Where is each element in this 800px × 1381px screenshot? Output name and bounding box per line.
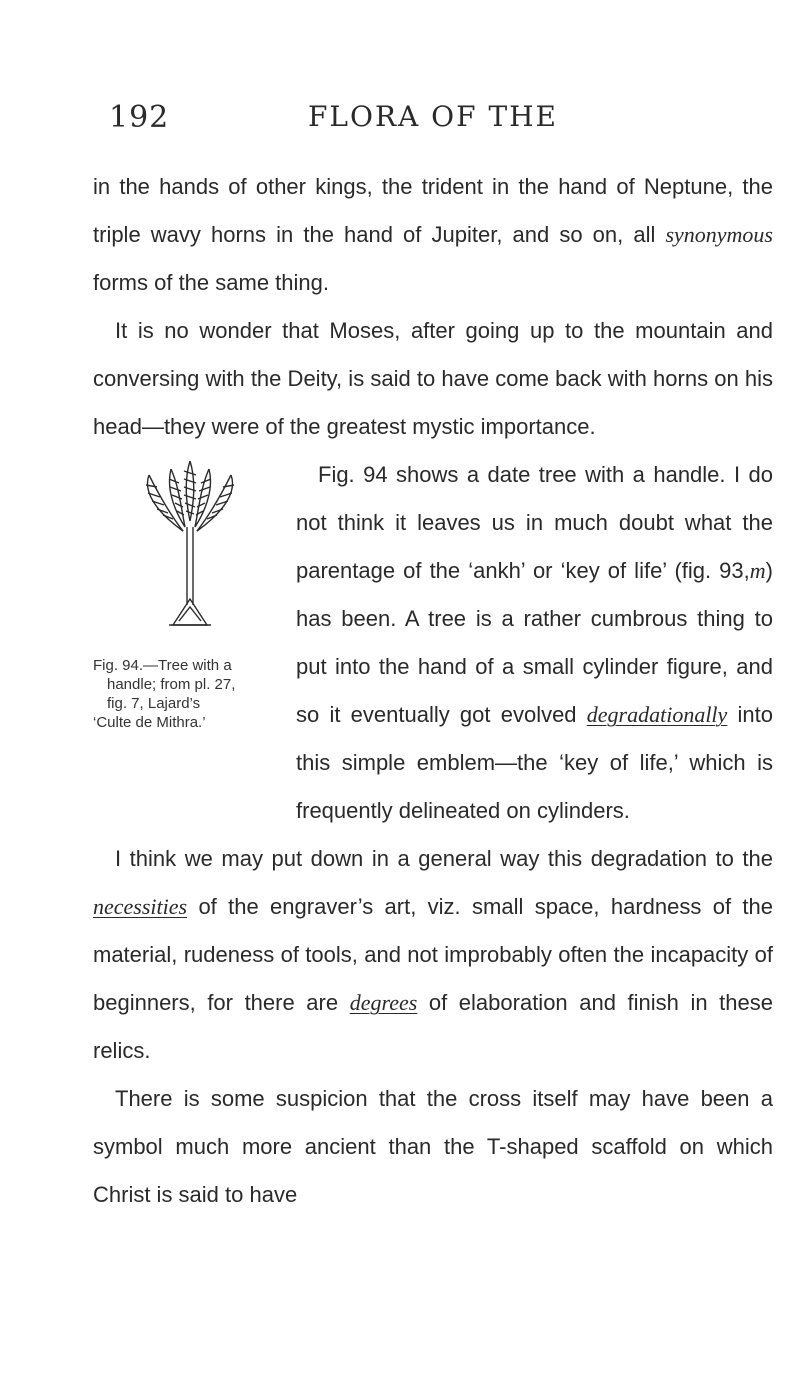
paragraph-4-emphasis-1: necessities bbox=[93, 894, 188, 919]
paragraph-3-text-c: into this simple emblem—the ‘key of life,’ which is frequently delineated on cylinders. bbox=[296, 702, 773, 823]
body-text bbox=[93, 163, 773, 1219]
paragraph-3-text-b: ) has been. A tree is a rather cumbrous thing to put into the hand of a small cylinder figure, and so it eventually got evolved bbox=[296, 558, 773, 727]
paragraph-4-text-c: of elaboration and finish in these relics. bbox=[93, 990, 773, 1063]
caption-line-3: fig. 7, Lajard’s bbox=[107, 695, 201, 712]
figure-94 bbox=[93, 451, 288, 791]
paragraph-3-fig-letter: m bbox=[749, 558, 766, 583]
caption-line-4: ‘Culte de Mithra.’ bbox=[93, 714, 206, 731]
page-number: 192 bbox=[109, 100, 170, 135]
paragraph-3-text-a: Fig. 94 shows a date tree with a handle. I do not think it leaves us in much doubt what the parentage of the ‘ankh’ or ‘key of life’ (fig. 93, bbox=[296, 462, 773, 583]
caption-line-2: handle; from pl. 27, bbox=[107, 676, 236, 693]
paragraph-1 bbox=[93, 163, 773, 307]
paragraph-4 bbox=[93, 835, 773, 1075]
figure-caption bbox=[93, 656, 281, 732]
paragraph-5: There is some suspicion that the cross itself may have been a symbol much more ancient than the T-shaped scaffold on which Christ is said to have bbox=[93, 1086, 773, 1207]
caption-line-1: Fig. 94.—Tree with a bbox=[93, 657, 232, 674]
date-tree-with-handle-icon bbox=[135, 457, 245, 627]
paragraph-4-emphasis-2: degrees bbox=[349, 990, 418, 1015]
running-head: FLORA OF THE bbox=[308, 100, 558, 133]
paragraph-4-text-a: I think we may put down in a general way this degradation to the bbox=[115, 846, 773, 871]
page-header bbox=[93, 100, 773, 140]
paragraph-1-text-a: in the hands of other kings, the trident in the hand of Neptune, the triple wavy horns in the hand of Jupiter, and so on, all bbox=[93, 174, 773, 247]
paragraph-4-text-b: of the engraver’s art, viz. small space, hardness of the material, rudeness of tools, and not improbably often the incapacity of beginners, for there are bbox=[93, 894, 773, 1015]
paragraph-1-text-b: forms of the same thing. bbox=[93, 270, 329, 295]
paragraph-3-emphasis: degradationally bbox=[586, 702, 728, 727]
paragraph-1-emphasis: synonymous bbox=[665, 222, 773, 247]
paragraph-2: It is no wonder that Moses, after going up to the mountain and conversing with the Deity, is said to have come back with horns on his head—they were of the greatest mystic importance. bbox=[93, 318, 773, 439]
